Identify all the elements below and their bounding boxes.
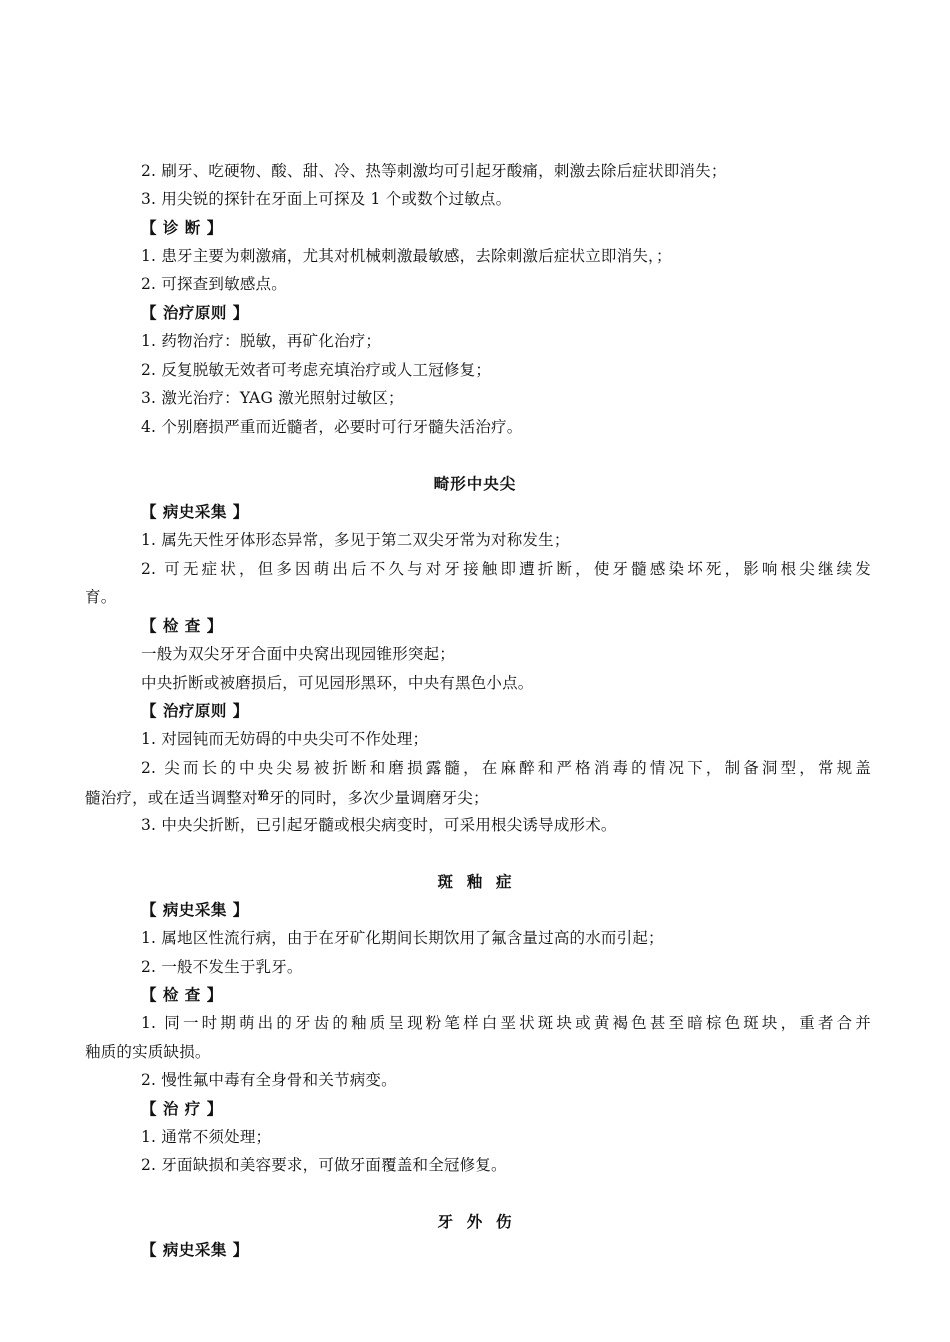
section-title: 畸形中央尖: [433, 474, 517, 493]
paragraph-line: 3. 激光治疗：YAG 激光照射过敏区；: [141, 389, 404, 407]
section-header-treatment: 【 治疗原则 】: [141, 701, 249, 720]
paragraph-line: 2. 可无症状，但多因萌出后不久与对牙接触即遭折断，使牙髓感染坏死，影响根尖继续发: [141, 560, 871, 578]
section-title: 牙 外 伤: [437, 1212, 513, 1231]
paragraph-line: 1. 属地区性流行病，由于在牙矿化期间长期饮用了氟含量过高的水而引起；: [141, 929, 664, 947]
paragraph-line: 1. 通常不须处理；: [141, 1128, 272, 1146]
paragraph-line: 一般为双尖牙牙合面中央窝出现园锥形突起；: [141, 645, 456, 663]
paragraph-line: 2. 尖而长的中央尖易被折断和磨损露髓，在麻醉和严格消毒的情况下，制备洞型，常规盖: [141, 759, 871, 777]
section-header-history: 【 病史采集 】: [141, 502, 249, 521]
section-title: 斑 釉 症: [437, 872, 513, 891]
paragraph-line: [85, 786, 489, 808]
paragraph-line: 3. 中央尖折断，已引起牙髓或根尖病变时，可采用根尖诱导成形术。: [141, 816, 617, 834]
paragraph-line: 4. 个别磨损严重而近髓者，必要时可行牙髓失活治疗。: [141, 418, 523, 436]
paragraph-line: 2. 慢性氟中毒有全身骨和关节病变。: [141, 1071, 397, 1089]
paragraph-line: 中央折断或被磨损后，可见园形黑环，中央有黑色小点。: [141, 674, 534, 692]
paragraph-line: 1. 药物治疗：脱敏，再矿化治疗；: [141, 332, 382, 350]
section-header-diagnosis: 【 诊 断 】: [141, 218, 223, 237]
paragraph-line: 2. 可探查到敏感点。: [141, 275, 287, 293]
section-header-treatment: 【 治 疗 】: [141, 1099, 223, 1118]
paragraph-line: 1. 对园钝而无妨碍的中央尖可不作处理；: [141, 730, 429, 748]
section-header-exam: 【 检 查 】: [141, 985, 223, 1004]
paragraph-line: 育。: [85, 588, 117, 606]
section-header-history: 【 病史采集 】: [141, 900, 249, 919]
paragraph-line: 2. 反复脱敏无效者可考虑充填治疗或人工冠修复；: [141, 361, 492, 379]
paragraph-line: 1. 患牙主要为刺激痛，尤其对机械刺激最敏感，去除刺激后症状立即消失，；: [141, 247, 672, 265]
paragraph-line: 2. 刷牙、吃硬物、酸、甜、冷、热等刺激均可引起牙酸痛，刺激去除后症状即消失；: [141, 162, 727, 180]
paragraph-line: 3. 用尖锐的探针在牙面上可探及 1 个或数个过敏点。: [141, 190, 512, 208]
paragraph-line: 1. 同一时期萌出的牙齿的釉质呈现粉笔样白垩状斑块或黄褐色甚至暗棕色斑块，重者合并: [141, 1014, 871, 1032]
text-segment: 牙的同时，多次少量调磨牙尖；: [268, 789, 489, 807]
paragraph-line: 2. 牙面缺损和美容要求，可做牙面覆盖和全冠修复。: [141, 1156, 507, 1174]
section-header-exam: 【 检 查 】: [141, 616, 223, 635]
paragraph-line: 1. 属先天性牙体形态异常，多见于第二双尖牙常为对称发生；: [141, 531, 570, 549]
paragraph-line: 2. 一般不发生于乳牙。: [141, 958, 303, 976]
paragraph-line: 釉质的实质缺损。: [85, 1043, 211, 1061]
section-header-history: 【 病史采集 】: [141, 1240, 249, 1259]
section-header-treatment: 【 治疗原则 】: [141, 303, 249, 322]
occlusal-glyph: 𬌗: [257, 789, 269, 802]
text-segment: 髓治疗，或在适当调整对: [85, 789, 258, 807]
